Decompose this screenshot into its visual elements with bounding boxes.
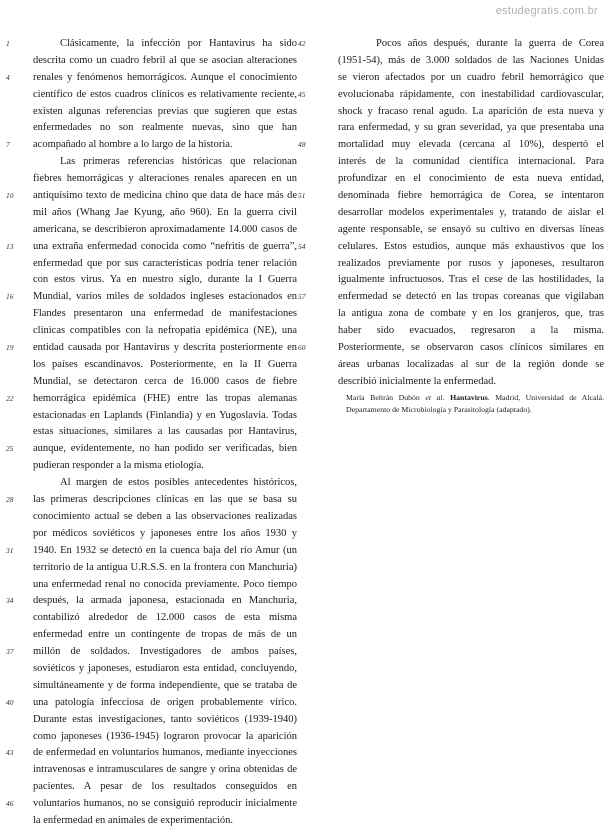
line-number: 34 bbox=[6, 596, 14, 606]
line-text: después, la armada japonesa, estacionada en Manchuria, bbox=[33, 595, 297, 607]
line-text: Posteriormente, se observaron casos clínicos similares en bbox=[338, 342, 604, 354]
text-line bbox=[316, 272, 604, 289]
text-line bbox=[22, 357, 297, 374]
source-credit bbox=[346, 392, 604, 416]
text-line bbox=[316, 374, 604, 391]
line-text: millón de soldados. Investigadores de ambos países, bbox=[33, 646, 297, 658]
text-line bbox=[6, 695, 297, 712]
line-number: 42 bbox=[298, 39, 306, 48]
text-line bbox=[6, 593, 297, 610]
text-line bbox=[316, 70, 604, 87]
line-number: 51 bbox=[298, 191, 306, 201]
line-number: 37 bbox=[6, 647, 14, 657]
line-text: describió inicialmente la enfermedad. bbox=[338, 375, 497, 387]
line-number: 13 bbox=[6, 241, 14, 251]
line-text: haber sido evacuados, regresaron a la misma. bbox=[338, 325, 604, 337]
text-line bbox=[22, 458, 297, 475]
text-line bbox=[316, 205, 604, 222]
line-number: 22 bbox=[6, 393, 14, 403]
text-line bbox=[316, 53, 604, 70]
text-line bbox=[316, 256, 604, 273]
line-text: mil años (Whang Jae Kyung, año 960). En la guerra civil bbox=[33, 206, 297, 218]
text-line bbox=[6, 543, 297, 560]
text-line bbox=[6, 188, 297, 205]
text-line bbox=[6, 137, 297, 154]
text-line bbox=[22, 120, 297, 137]
line-text: enfermedad se detectó en las tropas coreanas que vigilaban bbox=[338, 291, 604, 303]
line-text: la enfermedad en animales de experimentación. bbox=[33, 814, 233, 826]
text-line bbox=[316, 306, 604, 323]
text-line bbox=[22, 154, 297, 171]
line-number: 10 bbox=[6, 191, 14, 201]
line-text: entidad causada por Hantavirus y descrita posteriormente en bbox=[33, 342, 297, 354]
line-text: áreas urbanas localizadas al sur de la región donde se bbox=[338, 358, 604, 370]
text-line bbox=[6, 70, 297, 87]
text-line bbox=[22, 306, 297, 323]
left-column bbox=[6, 36, 297, 830]
text-line bbox=[316, 154, 604, 171]
text-line bbox=[22, 475, 297, 492]
line-text: agente responsable, se ensayó su cultivo en diversas líneas bbox=[338, 223, 604, 235]
line-text: clínicas compatibles con la nefropatía epidémica (NE), una bbox=[33, 325, 297, 337]
line-text: Al margen de estos posibles antecedentes históricos, bbox=[60, 477, 297, 489]
text-line bbox=[316, 323, 604, 340]
line-text: renales y fenómenos hemorrágicos. Aunque el conocimiento bbox=[33, 71, 297, 83]
text-line bbox=[22, 374, 297, 391]
text-line bbox=[22, 171, 297, 188]
line-text: realizados previamente por rusos y japoneses, resultaron bbox=[338, 257, 604, 269]
line-number: 57 bbox=[298, 292, 306, 302]
text-line bbox=[22, 272, 297, 289]
text-line bbox=[22, 729, 297, 746]
line-text: soviéticos y japoneses, estudiaron esta entidad, concluyendo, bbox=[33, 662, 297, 674]
text-line bbox=[6, 745, 297, 762]
text-line bbox=[6, 644, 297, 661]
site-watermark: estudegratis.com.br bbox=[495, 5, 598, 17]
line-text: igualmente infructuosos. Tras el cese de las hostilidades, la bbox=[338, 274, 604, 286]
line-text: la antigua zona de combate y en los granjeros, que, tras bbox=[338, 308, 604, 320]
text-line bbox=[22, 323, 297, 340]
text-line bbox=[22, 205, 297, 222]
line-text: shock y fracaso renal agudo. La aparición de esta nueva y bbox=[338, 105, 604, 117]
credit-et-al: et al. bbox=[425, 393, 445, 402]
line-text: descrita como un cuadro febril al que se asocian alteraciones bbox=[33, 54, 297, 66]
line-text: voluntarios humanos, no se consiguió reproducir inicialmente bbox=[33, 798, 297, 810]
text-line bbox=[22, 813, 297, 830]
line-text: aunque, evidentemente, no han podido ser verificadas, bien bbox=[33, 443, 297, 455]
line-text: se vieron afectados por un cuadro febril hemorrágico que bbox=[338, 71, 604, 83]
text-line bbox=[316, 222, 604, 239]
line-number: 48 bbox=[298, 140, 306, 150]
text-line bbox=[6, 492, 297, 509]
line-text: enfermedad entre un contingente de tropas de más de un bbox=[33, 629, 297, 641]
line-text: los países escandinavos. Posteriormente, en la II Guerra bbox=[33, 358, 297, 370]
line-text: enfermedades no son realmente nuevas, sino que han bbox=[33, 122, 297, 134]
line-text: de enfermedad en voluntarios humanos, mediante inyecciones bbox=[33, 747, 297, 759]
text-line bbox=[22, 712, 297, 729]
line-text: contabilizó alrededor de 12.000 casos de esta misma bbox=[33, 612, 297, 624]
text-line bbox=[22, 408, 297, 425]
right-column bbox=[298, 36, 604, 391]
text-line bbox=[298, 87, 604, 104]
text-line bbox=[22, 222, 297, 239]
line-text: las primeras descripciones clínicas en las que se basa su bbox=[33, 494, 297, 506]
text-line bbox=[298, 289, 604, 306]
line-text: desarrollar modelos experimentales y, tratando de aislar el bbox=[338, 206, 604, 218]
line-number: 54 bbox=[298, 241, 306, 251]
text-line bbox=[22, 577, 297, 594]
text-line bbox=[6, 36, 297, 53]
line-text: 1940. En 1932 se detectó en la cuenca baja del río Amur (un bbox=[33, 544, 297, 556]
line-text: una patología infecciosa de origen probablemente vírico. bbox=[33, 696, 297, 708]
line-text: denominada fiebre hemorrágica de Corea, se intentaron bbox=[338, 190, 604, 202]
line-text: Clásicamente, la infección por Hantavirus ha sido bbox=[60, 38, 297, 49]
line-text: Mundial, varios miles de soldados ingleses estacionados en bbox=[33, 291, 297, 303]
line-text: científico de estos cuadros clínicos es relativamente reciente, bbox=[33, 88, 297, 100]
line-text: fiebres hemorrágicas y alteraciones renales aparecen en un bbox=[33, 173, 297, 185]
line-number: 25 bbox=[6, 444, 14, 454]
line-number: 28 bbox=[6, 495, 14, 505]
text-line bbox=[22, 526, 297, 543]
line-text: pacientes. A pesar de los resultados conseguidos en bbox=[33, 781, 297, 793]
line-text: enfermedad que por sus características podría tener relación bbox=[33, 257, 297, 269]
text-line bbox=[298, 188, 604, 205]
line-number: 45 bbox=[298, 89, 306, 99]
line-number: 19 bbox=[6, 343, 14, 353]
line-text: Mundial, se detectaron cerca de 16.000 casos de fiebre bbox=[33, 375, 297, 387]
line-text: simultáneamente y de forma independiente, que se trataba de bbox=[33, 679, 297, 691]
line-number: 60 bbox=[298, 343, 306, 353]
text-line bbox=[22, 779, 297, 796]
line-text: Pocos años después, durante la guerra de Corea bbox=[376, 38, 604, 49]
text-line bbox=[316, 120, 604, 137]
text-line bbox=[22, 560, 297, 577]
line-text: Flandes presentaron una enfermedad de manifestaciones bbox=[33, 308, 297, 320]
text-line bbox=[22, 678, 297, 695]
line-text: con estos virus. Ya en nuestro siglo, durante la I Guerra bbox=[33, 274, 297, 286]
line-text: profundizar en el conocimiento de esta nueva entidad, bbox=[338, 173, 604, 185]
line-text: una enfermedad renal no conocida previamente. Poco tiempo bbox=[33, 578, 297, 590]
text-line bbox=[22, 627, 297, 644]
line-number: 40 bbox=[6, 697, 14, 707]
text-line bbox=[22, 509, 297, 526]
line-text: acompañado al hombre a lo largo de la historia. bbox=[33, 139, 233, 151]
line-number: 46 bbox=[6, 799, 14, 809]
line-text: existen algunas referencias previas que sugieren que estas bbox=[33, 105, 297, 117]
line-number: 43 bbox=[6, 748, 14, 758]
line-text: hemorrágica epidémica (FHE) entre las tropas alemanas bbox=[33, 392, 297, 404]
line-text: celulares. Estos estudios, aunque más exhaustivos que los bbox=[338, 240, 604, 252]
line-number: 4 bbox=[6, 72, 10, 82]
credit-rest: . Madrid, Universidad de Alcalá. Departamento de Microbiología y Parasitología (adaptado). bbox=[346, 393, 605, 414]
line-text: territorio de la antigua U.R.S.S. en la frontera con Manchuria) bbox=[33, 561, 297, 573]
line-number: 7 bbox=[6, 140, 10, 150]
line-number: 16 bbox=[6, 292, 14, 302]
line-text: como japoneses (1936-1945) lograron provocar la aparición bbox=[33, 730, 297, 742]
line-text: mortalidad muy elevada (cercana al 10%), despertó el bbox=[338, 139, 604, 151]
text-line bbox=[22, 610, 297, 627]
line-text: americana, se describieron aproximadamente 14.000 casos de bbox=[33, 223, 297, 235]
text-line bbox=[316, 171, 604, 188]
line-text: evolucionaba rápidamente, con inestabilidad cardiovascular, bbox=[338, 88, 604, 100]
line-text: una extraña enfermedad conocida como “nefritis de guerra”, bbox=[33, 240, 297, 252]
line-text: estas situaciones, similares a las causadas por Hantavirus, bbox=[33, 426, 297, 438]
credit-title: Hantavirus bbox=[450, 393, 488, 402]
line-text: (1951-54), más de 3.000 soldados de las Naciones Unidas bbox=[338, 54, 604, 66]
line-number: 31 bbox=[6, 545, 14, 555]
text-line bbox=[6, 796, 297, 813]
text-line bbox=[298, 36, 604, 53]
line-number: 1 bbox=[6, 39, 10, 48]
line-text: intravenosas e intramusculares de sangre y orina obtenidas de bbox=[33, 764, 297, 776]
line-text: antiquísimo texto de medicina chino que data de hace más de bbox=[33, 190, 297, 202]
text-line bbox=[316, 357, 604, 374]
line-text: estacionadas en Laplands (Finlandia) y en Yugoslavia. Todas bbox=[33, 409, 297, 421]
text-line bbox=[22, 661, 297, 678]
line-text: por médicos soviéticos y japoneses entre los años 1930 y bbox=[33, 527, 297, 539]
line-text: conocimiento actual se deben a las observaciones realizadas bbox=[33, 510, 297, 522]
text-line bbox=[22, 256, 297, 273]
line-text: pudieran responder a la misma etiología. bbox=[33, 460, 204, 472]
text-line bbox=[22, 87, 297, 104]
text-line bbox=[298, 340, 604, 357]
text-line bbox=[6, 239, 297, 256]
text-line bbox=[316, 104, 604, 121]
text-line bbox=[6, 289, 297, 306]
text-line bbox=[22, 53, 297, 70]
line-text: interés de la comunidad científica internacional. Para bbox=[338, 156, 604, 168]
text-line bbox=[298, 137, 604, 154]
text-line bbox=[22, 762, 297, 779]
line-text: Las primeras referencias históricas que relacionan bbox=[60, 156, 297, 168]
text-line bbox=[22, 424, 297, 441]
text-line bbox=[298, 239, 604, 256]
text-line bbox=[22, 104, 297, 121]
line-text: Durante estas investigaciones, tanto soviéticos (1939-1940) bbox=[33, 713, 297, 725]
text-line bbox=[6, 441, 297, 458]
text-line bbox=[6, 340, 297, 357]
credit-author: María Beltrán Dubón bbox=[346, 393, 420, 402]
line-text: rara enfermedad, y su gran severidad, ya que presentaba una bbox=[338, 122, 604, 134]
text-line bbox=[6, 391, 297, 408]
